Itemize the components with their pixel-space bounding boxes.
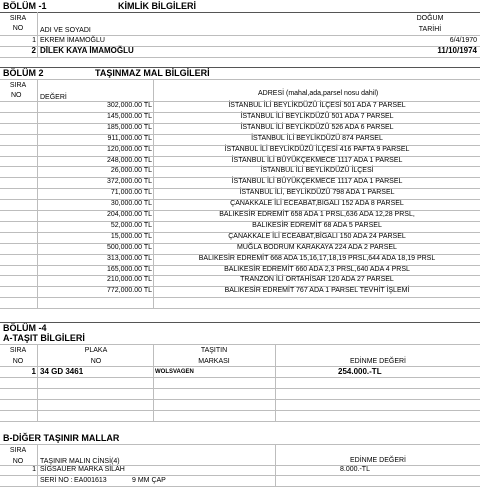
section-2-title: BÖLÜM 2 <box>3 68 44 78</box>
divider <box>275 444 276 486</box>
property-value: 52,000.00 TL <box>110 221 152 229</box>
s1-col-name: ADI VE SOYADI <box>40 27 91 34</box>
property-row <box>0 232 480 242</box>
property-address: İSTANBUL İLİ BÜYÜKÇEKMECE 1117 ADA 1 PARSEL <box>231 156 403 164</box>
s1-col-no: NO <box>12 25 24 32</box>
property-row <box>0 156 480 166</box>
section-1-title: BÖLÜM -1 <box>3 1 47 11</box>
divider <box>37 79 38 308</box>
property-value: 500,000.00 TL <box>106 243 152 251</box>
s1-col-sira: SIRA <box>9 15 27 22</box>
other-property-subheading: B-DİĞER TAŞINIR MALLAR <box>3 433 120 443</box>
divider <box>37 344 38 421</box>
property-address: İSTANBUL İLİ BEYLİKDÜZÜ İLÇESİ 416 PAFTA 9 PARSEL <box>224 145 410 153</box>
property-address: ÇANAKKALE İLİ ECEABAT,BİGALI 150 ADA 24 PARSEL <box>228 232 406 240</box>
property-value: 372,000.00 TL <box>106 178 152 186</box>
vehicle-value: 254.000.-TL <box>338 367 382 376</box>
divider <box>0 57 480 58</box>
property-row <box>0 166 480 176</box>
property-address: İSTANBUL İLİ BEYLİKDÜZÜ 526 ADA 6 PARSEL <box>240 123 394 131</box>
vehicle-row <box>0 367 480 377</box>
property-value: 30,000.00 TL <box>110 200 152 208</box>
s1-col-dob-2: TARİHİ <box>418 26 442 33</box>
person-dob: 6/4/1970 <box>449 37 477 44</box>
property-value: 248,000.00 TL <box>106 156 152 164</box>
property-row <box>0 199 480 209</box>
s4-col-sira: SIRA <box>9 347 27 354</box>
property-row <box>0 275 480 285</box>
section-4-title: BÖLÜM -4 <box>3 323 47 333</box>
property-value: 911,000.00 TL <box>107 134 152 142</box>
divider <box>0 344 480 345</box>
property-value: 26,000.00 TL <box>110 167 152 175</box>
divider <box>0 79 480 80</box>
property-row <box>0 243 480 253</box>
other-property-row <box>0 465 480 475</box>
divider <box>0 444 480 445</box>
divider <box>0 399 480 400</box>
property-value: 120,000.00 TL <box>106 145 152 153</box>
property-row <box>0 265 480 275</box>
person-no: 2 <box>31 46 36 55</box>
property-value: 210,000.00 TL <box>106 276 152 284</box>
divider <box>0 377 480 378</box>
person-name: DİLEK KAYA İMAMOĞLU <box>40 46 134 55</box>
s2-col-address: ADRESİ (mahal,ada,parsel nosu dahil) <box>258 90 379 97</box>
other-property-serial-row <box>0 476 480 486</box>
property-value: 185,000.00 TL <box>106 123 152 131</box>
property-value: 71,000.00 TL <box>110 189 152 197</box>
property-row <box>0 286 480 296</box>
divider <box>275 344 276 421</box>
divider <box>0 67 480 68</box>
person-dob: 11/10/1974 <box>437 46 477 55</box>
s4-col-no: NO <box>12 358 24 365</box>
property-value: 302,000.00 TL <box>106 102 152 109</box>
item-value: 8.000.-TL <box>340 466 370 473</box>
divider <box>153 344 154 421</box>
property-address: İSTANBUL İLİ BEYLİKDÜZÜ 874 PARSEL <box>251 134 383 142</box>
s4-col-brand: TAŞITIN <box>200 347 228 354</box>
person-no: 1 <box>32 37 36 44</box>
property-address: İSTANBUL İLİ BÜYÜKÇEKMECE 1117 ADA 1 PARSEL <box>231 178 403 186</box>
property-row <box>0 145 480 155</box>
property-row <box>0 101 480 111</box>
property-value: 313,000.00 TL <box>106 254 152 262</box>
property-row <box>0 134 480 144</box>
s4-col-plate: PLAKA <box>84 347 108 354</box>
divider <box>0 322 480 323</box>
s2-col-no: NO <box>11 92 22 99</box>
s4b-col-sira: SIRA <box>9 447 27 454</box>
property-row <box>0 112 480 122</box>
property-address: BALIKESİR EDREMİT 668 ADA 15,16,17,18,19 PRSL,644 ADA 18,19 PRSL <box>198 254 436 262</box>
property-address: TRANZON İLİ ORTAHİSAR 120 ADA 27 PARSEL <box>240 276 394 284</box>
property-row <box>0 123 480 133</box>
property-row <box>0 254 480 264</box>
property-address: İSTANBUL İLİ BEYLİKDÜZÜ 501 ADA 7 PARSEL <box>240 112 394 120</box>
item-serial: EA001613 <box>74 477 107 484</box>
divider <box>153 79 154 308</box>
property-address: MUĞLA BODRUM KARAKAYA 224 ADA 2 PARSEL <box>237 243 397 251</box>
property-row <box>0 210 480 220</box>
section-1-heading: KİMLİK BİLGİLERİ <box>118 1 196 11</box>
s4-col-plate-no: NO <box>90 358 102 365</box>
property-address: BALIKESİR EDREMİT 767 ADA 1 PARSEL TEVHİT İŞLEMİ <box>224 287 410 295</box>
property-address: BALIKESİR EDREMİT 658 ADA 1 PRSL,636 ADA 12,28 PRSL, <box>219 211 415 218</box>
person-row <box>0 46 480 56</box>
property-value: 204,000.00 TL <box>106 211 152 218</box>
s4b-col-no: NO <box>12 458 24 465</box>
s4b-col-value: EDİNME DEĞERİ <box>349 457 406 464</box>
divider <box>0 308 480 309</box>
property-value: 165,000.00 TL <box>106 265 152 273</box>
person-row <box>0 36 480 46</box>
property-address: İSTANBUL İLİ, BEYLİKDÜZÜ 798 ADA 1 PARSEL <box>239 189 395 197</box>
s2-col-sira: SIRA <box>9 82 27 89</box>
divider <box>0 486 480 487</box>
property-value: 772,000.00 TL <box>106 287 152 295</box>
s4b-col-type: TAŞINIR MALIN CİNSİ(4) <box>40 458 120 465</box>
s4-col-value: EDİNME DEĞERİ <box>349 358 406 365</box>
item-serial-label: SERİ NO : <box>40 477 73 484</box>
s2-col-value: DEĞERİ <box>40 94 67 101</box>
property-value: 145,000.00 TL <box>106 112 152 120</box>
divider <box>0 12 480 13</box>
person-name: EKREM İMAMOĞLU <box>40 37 105 44</box>
divider <box>37 444 38 486</box>
divider <box>0 297 480 298</box>
vehicle-plate: 34 GD 3461 <box>40 367 84 376</box>
property-value: 15,000.00 TL <box>110 232 152 240</box>
property-address: İSTANBUL İLİ BEYLİKDÜZÜ İLÇESİ 501 ADA 7 PARSEL <box>228 102 406 109</box>
property-row <box>0 177 480 187</box>
s4-col-brand-2: MARKASI <box>198 358 230 365</box>
property-row <box>0 188 480 198</box>
property-address: BALIKESİR EDREMİT 68 ADA 5 PARSEL <box>252 221 382 229</box>
vehicle-brand: WOLSVAGEN <box>155 369 194 375</box>
divider <box>37 12 38 57</box>
vehicle-subheading: A-TAŞIT BİLGİLERİ <box>3 333 85 343</box>
item-no: 1 <box>32 466 36 473</box>
divider <box>0 388 480 389</box>
s1-col-dob: DOĞUM <box>416 15 444 22</box>
divider <box>0 410 480 411</box>
vehicle-no: 1 <box>31 367 36 376</box>
property-address: İSTANBUL İLİ BEYLİKDÜZÜ İLÇESİ <box>260 167 374 175</box>
property-row <box>0 221 480 231</box>
divider <box>0 421 480 422</box>
property-address: ÇANAKKALE İLİ ECEABAT,BIGALI 152 ADA 8 PARSEL <box>230 200 404 208</box>
item-type: SİGSAUER MARKA SİLAH <box>40 466 125 473</box>
item-caliber: 9 MM ÇAP <box>132 477 166 484</box>
section-2-heading: TAŞINMAZ MAL BİLGİLERİ <box>95 68 210 78</box>
property-address: BALIKESİR EDREMİT 660 ADA 2,3 PRSL,640 ADA 4 PRSL <box>224 265 410 273</box>
